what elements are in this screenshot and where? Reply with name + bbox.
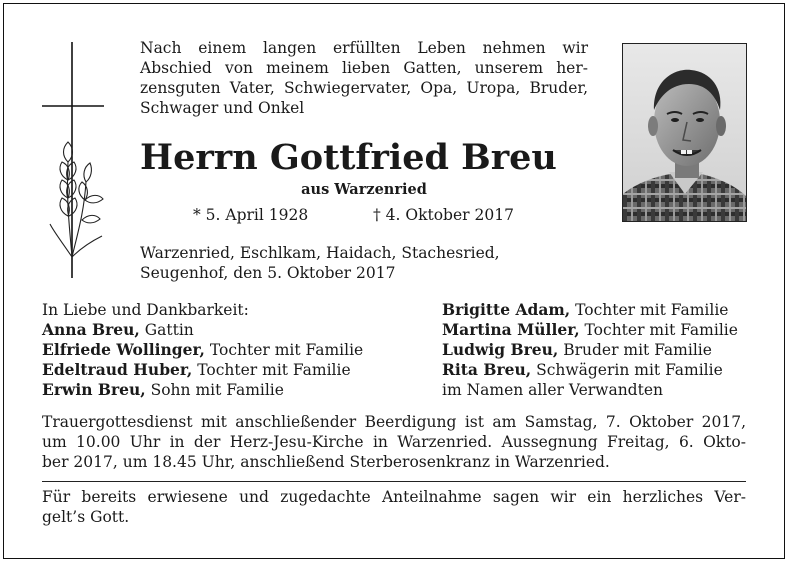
mourner-relation: Tochter mit Familie bbox=[192, 361, 351, 379]
mourner-name: Rita Breu, bbox=[442, 360, 532, 379]
mourner-entry bbox=[42, 380, 363, 400]
mourner-entry bbox=[442, 360, 738, 380]
thanks-line: Für bereits erwiesene und zugedachte Anteilnahme sagen wir ein herzliches Ver- bbox=[42, 488, 746, 506]
intro-line: Abschied von meinem lieben Gatten, unserem her- bbox=[140, 59, 588, 77]
intro-line: zensguten Vater, Schwiegervater, Opa, Uropa, Bruder, bbox=[140, 79, 588, 97]
intro-line: Nach einem langen erfüllten Leben nehmen wir bbox=[140, 39, 588, 57]
mourner-name: Brigitte Adam, bbox=[442, 300, 571, 319]
birth-date: * 5. April 1928 bbox=[193, 206, 309, 224]
mourner-relation: Tochter mit Familie bbox=[579, 321, 738, 339]
mourner-name: Martina Müller, bbox=[442, 320, 580, 339]
mourner-name: Ludwig Breu, bbox=[442, 340, 559, 359]
intro-line: Schwager und Onkel bbox=[140, 99, 305, 117]
service-line: Trauergottesdienst mit anschließender Beerdigung ist am Samstag, 7. Oktober 2017, bbox=[42, 413, 746, 431]
divider bbox=[42, 481, 746, 482]
mourners-closing: im Namen aller Verwandten bbox=[442, 381, 663, 399]
mourner-relation: Tochter mit Familie bbox=[204, 341, 364, 359]
mourner-relation: Bruder mit Familie bbox=[558, 341, 712, 359]
mourner-name: Edeltraud Huber, bbox=[42, 360, 193, 379]
thanks-line: gelt’s Gott. bbox=[42, 508, 130, 526]
mourner-entry bbox=[442, 340, 738, 360]
deceased-name: Herrn Gottfried Breu bbox=[140, 137, 557, 178]
mourner-relation: Gattin bbox=[139, 321, 194, 339]
place-line: Warzenried, Eschlkam, Haidach, Stachesried, bbox=[140, 244, 500, 262]
mourners-right-column bbox=[442, 300, 738, 400]
death-date: † 4. Oktober 2017 bbox=[373, 206, 514, 224]
mourner-name: Anna Breu, bbox=[42, 320, 140, 339]
mourner-relation: Schwägerin mit Familie bbox=[531, 361, 723, 379]
deceased-origin: aus Warzenried bbox=[301, 181, 427, 198]
mourner-entry bbox=[442, 320, 738, 340]
funeral-service-info bbox=[42, 412, 746, 472]
mourner-relation: Tochter mit Familie bbox=[570, 301, 729, 319]
thanks-text bbox=[42, 487, 746, 527]
mourner-entry bbox=[42, 360, 363, 380]
place-line: Seugenhof, den 5. Oktober 2017 bbox=[140, 264, 396, 282]
service-line: um 10.00 Uhr in der Herz-Jesu-Kirche in Warzenried. Aussegnung Freitag, 6. Okto- bbox=[42, 433, 746, 451]
service-line: ber 2017, um 18.45 Uhr, anschließend Sterberosenkranz in Warzenried. bbox=[42, 453, 610, 471]
mourner-entry bbox=[42, 320, 363, 340]
mourner-entry bbox=[442, 300, 738, 320]
intro-text bbox=[140, 38, 588, 118]
mourner-name: Elfriede Wollinger, bbox=[42, 340, 205, 359]
place-and-date bbox=[140, 243, 588, 283]
mourners-intro: In Liebe und Dankbarkeit: bbox=[42, 301, 249, 319]
mourner-entry bbox=[42, 340, 363, 360]
mourner-name: Erwin Breu, bbox=[42, 380, 146, 399]
mourners-left-column bbox=[42, 300, 363, 400]
cross-with-wheat-icon bbox=[42, 42, 108, 282]
portrait-photo bbox=[622, 43, 747, 222]
mourner-relation: Sohn mit Familie bbox=[145, 381, 284, 399]
